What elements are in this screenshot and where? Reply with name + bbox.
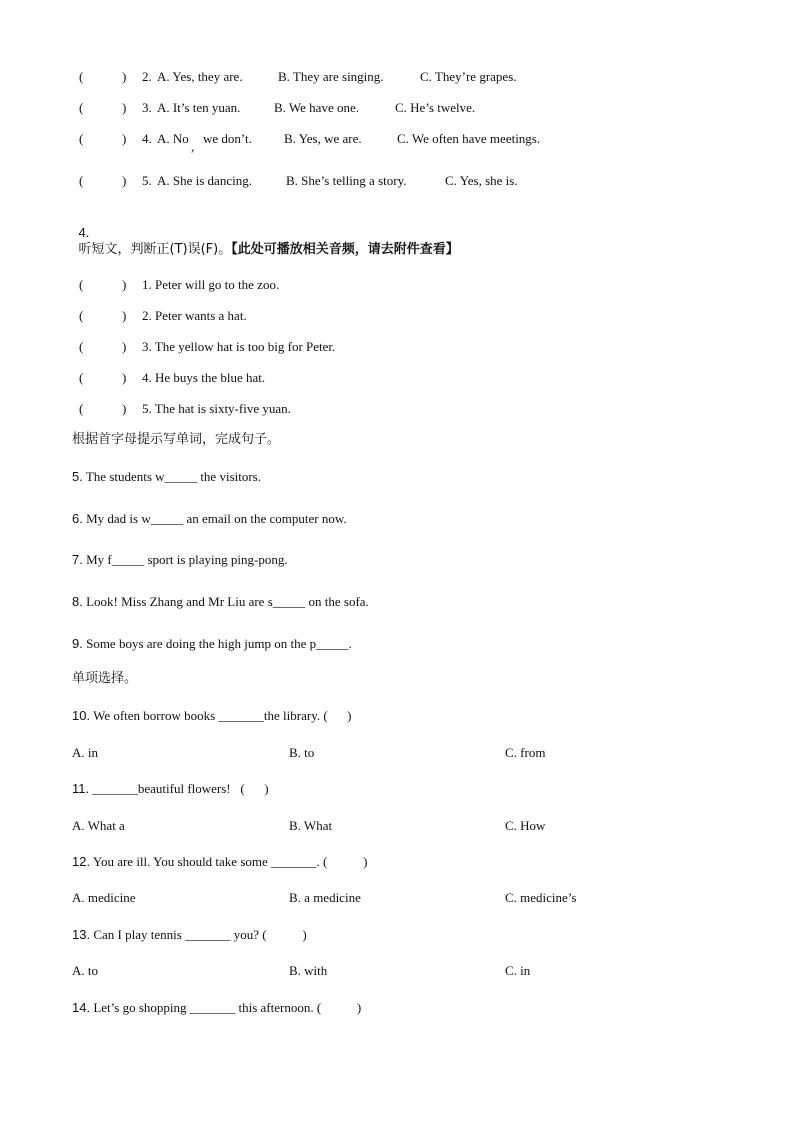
close-paren: ) — [122, 100, 127, 115]
close-paren: ) — [122, 401, 127, 416]
open-paren: ( — [79, 131, 84, 146]
close-paren: ) — [122, 308, 127, 323]
question-text: _______beautiful flowers! ( ) — [92, 781, 269, 796]
option-b: B. She’s telling a story. — [286, 173, 407, 188]
option-a: A. Yes, they are. — [157, 69, 243, 84]
fill-sentence: The students w_____ the visitors. — [85, 469, 261, 484]
option-b: B. They are singing. — [278, 69, 384, 84]
item-number: 10. — [72, 708, 91, 723]
close-paren: ) — [122, 370, 127, 385]
tf-statement: 4. He buys the blue hat. — [142, 370, 266, 385]
open-paren: ( — [79, 370, 84, 385]
open-paren: ( — [79, 173, 84, 188]
question-text: You are ill. You should take some _______. ( ) — [92, 854, 368, 869]
option-a: A. It’s ten yuan. — [157, 100, 241, 115]
item-number: 6. — [72, 511, 83, 526]
tf-statement: 3. The yellow hat is too big for Peter. — [142, 339, 336, 354]
choice-option-c: C. medicine’s — [505, 890, 577, 905]
choice-option-a: A. medicine — [72, 890, 136, 905]
tf-statement: 5. The hat is sixty-five yuan. — [142, 401, 291, 416]
choice-option-a: A. in — [72, 745, 98, 760]
fill-sentence: My dad is w_____ an email on the computer now. — [86, 511, 347, 526]
choice-option-b: B. with — [289, 963, 328, 978]
item-number: 3. — [142, 100, 152, 115]
fill-item-8 — [72, 594, 369, 610]
close-paren: ) — [122, 173, 127, 188]
open-paren: ( — [79, 100, 84, 115]
close-paren: ) — [122, 277, 127, 292]
choice-question-14 — [72, 1000, 361, 1016]
option-c: C. Yes, she is. — [445, 173, 518, 188]
question-text: Can I play tennis _______ you? ( ) — [93, 927, 307, 942]
item-number: 5. — [142, 173, 152, 188]
option-b: B. Yes, we are. — [284, 131, 362, 146]
tf-statement: 2. Peter wants a hat. — [142, 308, 247, 323]
open-paren: ( — [79, 69, 84, 84]
question-text: We often borrow books _______the library. ( ) — [93, 708, 352, 723]
item-number: 14. — [72, 1000, 91, 1015]
choice-heading: 单项选择。 — [72, 671, 138, 686]
section-title: 听短文，判断正(T)误(F)。 — [78, 242, 232, 257]
item-number: 8. — [72, 594, 83, 609]
choice-question-11 — [72, 781, 269, 797]
option-b: B. We have one. — [274, 100, 359, 115]
fill-item-5 — [72, 469, 261, 485]
choice-option-c: C. from — [505, 745, 546, 760]
item-number: 2. — [142, 69, 152, 84]
close-paren: ) — [122, 339, 127, 354]
fill-item-9 — [72, 636, 352, 652]
choice-question-13 — [72, 927, 307, 943]
choice-question-12 — [72, 854, 367, 870]
open-paren: ( — [79, 401, 84, 416]
fill-sentence: My f_____ sport is playing ping-pong. — [86, 552, 288, 567]
item-number: 12. — [72, 854, 91, 869]
close-paren: ) — [122, 131, 127, 146]
open-paren: ( — [79, 339, 84, 354]
audio-note: 【此处可播放相关音频，请去附件查看】 — [231, 242, 459, 257]
option-c: C. They’re grapes. — [420, 69, 517, 84]
choice-question-10 — [72, 708, 352, 724]
choice-option-c: C. in — [505, 963, 531, 978]
option-a: A. She is dancing. — [157, 173, 252, 188]
question-text: Let’s go shopping _______ this afternoon. ( ) — [93, 1000, 362, 1015]
option-a-comma: , — [191, 139, 195, 154]
choice-option-b: B. a medicine — [289, 890, 361, 905]
item-number: 11. — [72, 781, 90, 796]
fill-sentence: Some boys are doing the high jump on the p_____. — [86, 636, 352, 651]
item-number: 9. — [72, 636, 83, 651]
section-number: 4. — [78, 225, 90, 240]
close-paren: ) — [122, 69, 127, 84]
item-number: 5. — [72, 469, 83, 484]
tf-statement: 1. Peter will go to the zoo. — [142, 277, 280, 292]
item-number: 7. — [72, 552, 83, 567]
fill-item-6 — [72, 511, 347, 527]
option-c: C. He’s twelve. — [395, 100, 476, 115]
item-number: 13. — [72, 927, 91, 942]
choice-option-b: B. to — [289, 745, 315, 760]
choice-option-a: A. What a — [72, 818, 125, 833]
choice-option-c: C. How — [505, 818, 546, 833]
choice-option-a: A. to — [72, 963, 98, 978]
fill-item-7 — [72, 552, 288, 568]
option-a-rest: we don’t. — [203, 131, 252, 146]
choice-option-b: B. What — [289, 818, 333, 833]
open-paren: ( — [79, 277, 84, 292]
section-4-heading — [72, 209, 459, 258]
item-number: 4. — [142, 131, 152, 146]
option-a: A. No — [157, 131, 189, 146]
open-paren: ( — [79, 308, 84, 323]
fill-heading: 根据首字母提示写单词，完成句子。 — [72, 432, 281, 447]
fill-sentence: Look! Miss Zhang and Mr Liu are s_____ on the sofa. — [86, 594, 369, 609]
option-c: C. We often have meetings. — [397, 131, 541, 146]
